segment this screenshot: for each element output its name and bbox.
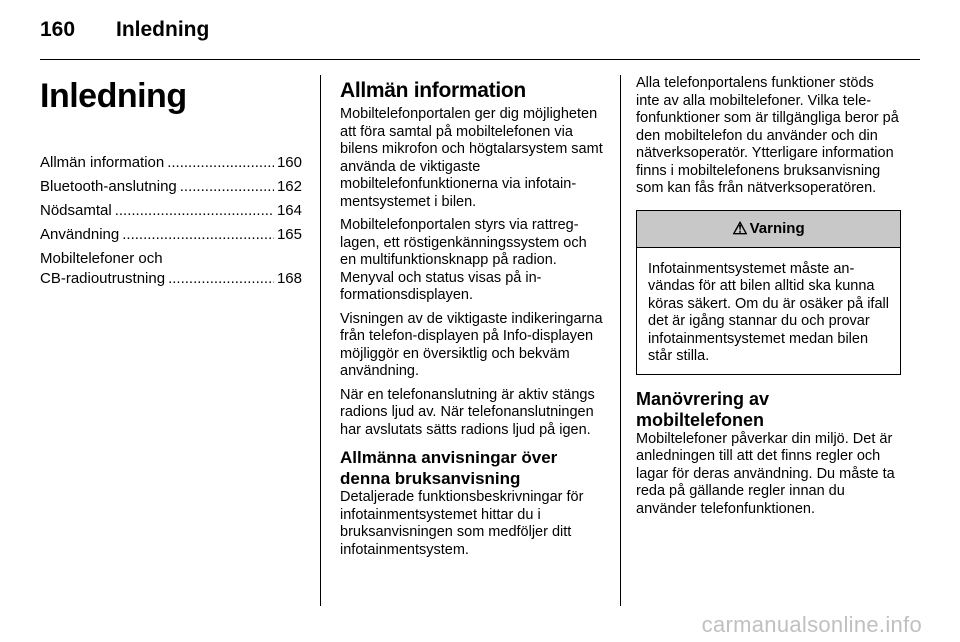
chapter-title: Inledning: [40, 77, 187, 115]
header-section-title: Inledning: [116, 18, 210, 41]
toc-leader-dots: [122, 223, 274, 247]
toc-leader-dots: [180, 175, 274, 199]
paragraph: Mobiltelefonportalen styrs via rattreglagen, ett röstigenkänningssystem och en multifunktionsknapp på radion. Menyval och status visas på informationsdisplayen.: [340, 217, 587, 303]
right-column: [636, 75, 901, 524]
column-divider-2: [620, 75, 621, 606]
paragraph: När en telefonanslutning är aktiv stängs radions ljud av. När telefonanslutningen har avslutats sätts radions ljud på igen.: [340, 386, 595, 438]
toc-leader-dots: [167, 151, 274, 175]
general-info-heading: Allmän information: [340, 79, 526, 102]
toc-entry-title: Bluetooth-anslutning: [40, 178, 177, 195]
toc-entry[interactable]: [40, 199, 302, 223]
toc-entry-title: Mobiltelefoner och: [40, 250, 163, 267]
paragraph: Mobiltelefonportalen ger dig möjligheten att föra samtal på mobiltelefonen via bilens mikrofon och högtalarsystem samt använda de viktigaste mobiltelefonfunktionerna via infotainmentsystemet i bilen.: [340, 106, 603, 210]
main-column: [340, 75, 603, 565]
page-header: [40, 18, 209, 48]
toc-entry-page: 168: [276, 270, 302, 287]
warning-header: [637, 211, 900, 248]
warning-title: Varning: [749, 220, 805, 237]
operation-heading: Manövrering av mobiltelefonen: [636, 388, 770, 430]
warning-text: Infotainmentsystemet måste användas för att bilen alltid ska kunna köras säkert. Om du är osäker på ifall det är igång stannar du och provar infotainmentsystemet medan bilen står stilla.: [648, 260, 889, 364]
header-rule: [40, 59, 920, 60]
toc-entry[interactable]: [40, 175, 302, 199]
toc-entry[interactable]: [40, 151, 302, 175]
table-of-contents: [40, 151, 302, 289]
toc-entry-title-cont: CB-radioutrustning: [40, 270, 166, 287]
toc-column: [40, 75, 302, 289]
toc-entry-title: Användning: [40, 226, 120, 243]
warning-box: [636, 210, 901, 375]
paragraph: Mobiltelefoner påverkar din miljö. Det är anledningen till att det finns regler och lagar för deras användning. Du måste ta reda på gällande regler innan du använder telefonfunktionen.: [636, 430, 895, 517]
page-number: 160: [40, 18, 76, 41]
toc-entry[interactable]: [40, 223, 302, 247]
paragraph: Detaljerade funktionsbeskrivningar för infotainmentsystemet hittar du i bruksanvisningen som medföljer ditt infotainmentsystem.: [340, 489, 584, 558]
toc-entry-page: 160: [276, 154, 302, 171]
toc-leader-dots: [168, 269, 274, 289]
watermark: carmanualsonline.info: [701, 612, 922, 637]
toc-entry-page: 162: [276, 178, 302, 195]
column-divider-1: [320, 75, 321, 606]
warning-triangle-icon: ⚠: [732, 218, 748, 238]
toc-entry-page: 164: [276, 202, 302, 219]
toc-entry-title: Allmän information: [40, 154, 165, 171]
toc-leader-dots: [115, 199, 274, 223]
paragraph: Visningen av de viktigaste indikeringarna från telefon-displayen på Info-displayen möjliggör en översiktlig och bekväm användning.: [340, 310, 603, 379]
manual-notes-heading: Allmänna anvisningar över denna bruksanvisning: [340, 448, 558, 488]
toc-entry-title: Nödsamtal: [40, 202, 112, 219]
paragraph: Alla telefonportalens funktioner stöds inte av alla mobiltelefoner. Vilka telefonfunktioner som är tillgängliga beror på den mobiltelefon du använder och din nätverksoperatör. Ytterligare information finns i mobiltelefonens bruksanvisning som kan fås från nätverksoperatören.: [636, 75, 899, 196]
toc-entry-page: 165: [276, 226, 302, 243]
toc-entry[interactable]: [40, 249, 302, 289]
